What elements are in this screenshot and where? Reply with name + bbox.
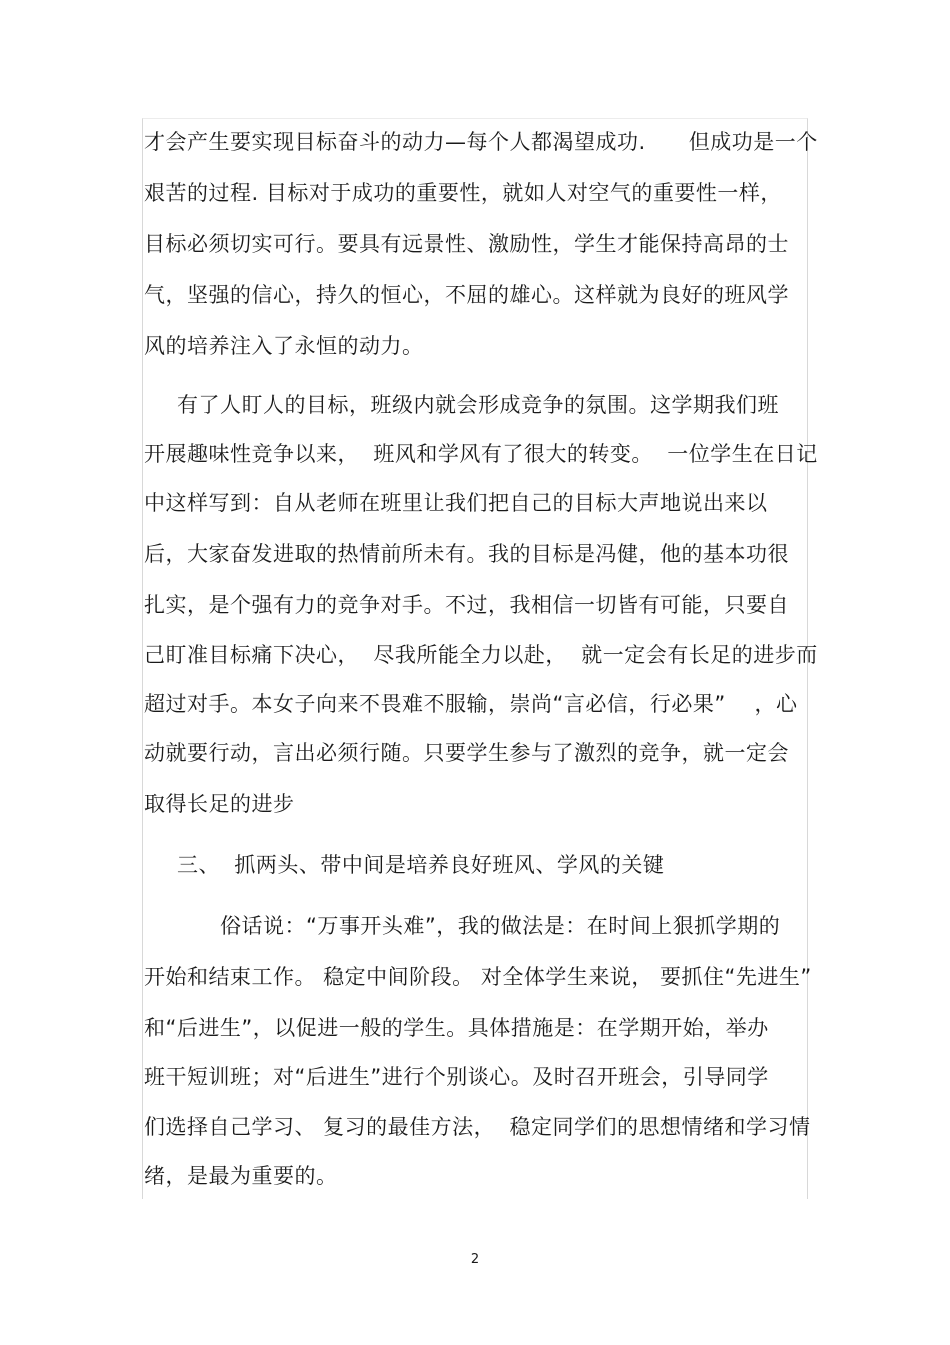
text-line-5: 风的培养注入了永恒的动力。 xyxy=(144,334,424,358)
text-line-20: 们选择自己学习、 复习的最佳方法， 稳定同学们的思想情绪和学习情 xyxy=(144,1115,811,1139)
section-heading: 三、 抓两头、带中间是培养良好班风、学风的关键 xyxy=(177,853,665,877)
text-line-13: 动就要行动，言出必须行随。只要学生参与了激烈的竞争，就一定会 xyxy=(144,741,789,765)
text-line-7: 开展趣味性竞争以来， 班风和学风有了很大的转变。 一位学生在日记 xyxy=(144,442,818,466)
text-line-17: 开始和结束工作。 稳定中间阶段。 对全体学生来说， 要抓住“先进生” xyxy=(144,965,812,989)
text-line-3: 目标必须切实可行。要具有远景性、激励性，学生才能保持高昂的士 xyxy=(144,232,789,256)
text-line-14: 取得长足的进步 xyxy=(144,792,295,816)
text-line-8: 中这样写到：自从老师在班里让我们把自己的目标大声地说出来以 xyxy=(144,491,768,515)
text-line-21: 绪，是最为重要的。 xyxy=(144,1164,338,1188)
text-line-12: 超过对手。本女子向来不畏难不服输，崇尚“言必信，行必果” ，心 xyxy=(144,692,798,716)
text-line-10: 扎实，是个强有力的竞争对手。不过，我相信一切皆有可能，只要自 xyxy=(144,593,789,617)
text-line-19: 班干短训班；对“后进生”进行个别谈心。及时召开班会，引导同学 xyxy=(144,1065,769,1089)
text-line-11: 己盯准目标痛下决心， 尽我所能全力以赴， 就一定会有长足的进步而 xyxy=(144,643,818,667)
page-number: 2 xyxy=(470,1252,480,1267)
text-line-16: 俗话说：“万事开头难”，我的做法是：在时间上狠抓学期的 xyxy=(220,914,781,938)
text-line-6: 有了人盯人的目标，班级内就会形成竞争的氛围。这学期我们班 xyxy=(177,393,779,417)
text-line-4: 气，坚强的信心，持久的恒心，不屈的雄心。这样就为良好的班风学 xyxy=(144,283,789,307)
text-line-2: 艰苦的过程. 目标对于成功的重要性，就如人对空气的重要性一样， xyxy=(144,181,782,205)
text-line-1: 才会产生要实现目标奋斗的动力—每个人都渴望成功. 但成功是一个 xyxy=(144,130,818,154)
text-line-9: 后，大家奋发进取的热情前所未有。我的目标是冯健，他的基本功很 xyxy=(144,542,789,566)
text-line-18: 和“后进生”，以促进一般的学生。具体措施是：在学期开始，举办 xyxy=(144,1016,769,1040)
